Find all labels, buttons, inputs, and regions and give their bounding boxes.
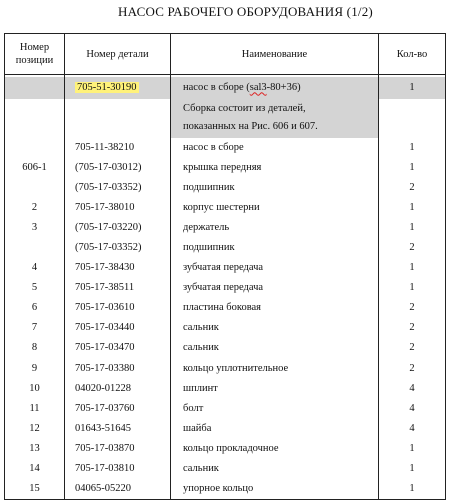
table-row bbox=[5, 238, 446, 258]
position-cell: 2 bbox=[5, 198, 65, 218]
name-cell: крышка передняя bbox=[171, 158, 379, 178]
qty-cell: 1 bbox=[379, 459, 446, 479]
assembly-name-suffix: -80+36) bbox=[266, 81, 301, 93]
position-cell bbox=[5, 238, 65, 258]
name-cell: подшипник bbox=[171, 178, 379, 198]
position-cell: 9 bbox=[5, 359, 65, 379]
table-row bbox=[5, 138, 446, 158]
table-row bbox=[5, 278, 446, 298]
part-number-cell: 705-11-38210 bbox=[65, 138, 171, 158]
part-number-cell: 705-17-38430 bbox=[65, 258, 171, 278]
qty-cell: 1 bbox=[379, 439, 446, 459]
table-row bbox=[5, 218, 446, 238]
table-row bbox=[5, 338, 446, 358]
name-cell: шайба bbox=[171, 419, 379, 439]
name-cell: шплинт bbox=[171, 379, 379, 399]
assembly-note-line-2: показанных на Рис. 606 и 607. bbox=[183, 121, 318, 132]
header-qty: Кол-во bbox=[379, 34, 446, 75]
position-cell: 5 bbox=[5, 278, 65, 298]
position-cell: 606-1 bbox=[5, 158, 65, 178]
assembly-qty: 1 bbox=[379, 77, 446, 99]
table-row bbox=[5, 419, 446, 439]
table-row bbox=[5, 379, 446, 399]
qty-cell: 1 bbox=[379, 218, 446, 238]
part-number-cell: (705-17-03352) bbox=[65, 178, 171, 198]
position-cell: 12 bbox=[5, 419, 65, 439]
qty-cell: 1 bbox=[379, 278, 446, 298]
part-number-cell: 705-17-03380 bbox=[65, 359, 171, 379]
part-number-cell: 705-17-03610 bbox=[65, 298, 171, 318]
part-number-cell: 705-17-38010 bbox=[65, 198, 171, 218]
table-row bbox=[5, 459, 446, 479]
table-row bbox=[5, 479, 446, 499]
position-cell: 3 bbox=[5, 218, 65, 238]
qty-cell: 1 bbox=[379, 198, 446, 218]
part-number-cell: 705-17-03440 bbox=[65, 318, 171, 338]
position-cell: 8 bbox=[5, 338, 65, 358]
qty-cell: 1 bbox=[379, 479, 446, 499]
part-number-cell: 705-17-38511 bbox=[65, 278, 171, 298]
position-cell: 14 bbox=[5, 459, 65, 479]
part-number-cell: 705-17-03470 bbox=[65, 338, 171, 358]
name-cell: упорное кольцо bbox=[171, 479, 379, 499]
position-cell: 13 bbox=[5, 439, 65, 459]
qty-cell: 2 bbox=[379, 359, 446, 379]
position-cell bbox=[5, 178, 65, 198]
part-number-cell: 705-17-03870 bbox=[65, 439, 171, 459]
qty-cell: 2 bbox=[379, 298, 446, 318]
qty-cell: 2 bbox=[379, 338, 446, 358]
name-cell: болт bbox=[171, 399, 379, 419]
name-cell: зубчатая передача bbox=[171, 278, 379, 298]
name-cell: держатель bbox=[171, 218, 379, 238]
name-cell: корпус шестерни bbox=[171, 198, 379, 218]
name-cell: кольцо прокладочное bbox=[171, 439, 379, 459]
table-row bbox=[5, 439, 446, 459]
assembly-position-cell bbox=[5, 77, 65, 99]
name-cell: сальник bbox=[171, 338, 379, 358]
document-title: НАСОС РАБОЧЕГО ОБОРУДОВАНИЯ (1/2) bbox=[118, 4, 373, 19]
part-number-cell: 705-17-03810 bbox=[65, 459, 171, 479]
position-cell: 11 bbox=[5, 399, 65, 419]
name-cell: сальник bbox=[171, 459, 379, 479]
position-cell: 4 bbox=[5, 258, 65, 278]
part-number-cell: (705-17-03220) bbox=[65, 218, 171, 238]
assembly-note-line-1: Сборка состоит из деталей, bbox=[183, 103, 306, 114]
position-cell: 15 bbox=[5, 479, 65, 499]
qty-cell: 2 bbox=[379, 318, 446, 338]
table-row bbox=[5, 359, 446, 379]
qty-cell: 2 bbox=[379, 238, 446, 258]
qty-cell: 4 bbox=[379, 399, 446, 419]
table-row bbox=[5, 399, 446, 419]
table-row bbox=[5, 198, 446, 218]
table-body bbox=[5, 75, 446, 500]
part-number-cell: (705-17-03012) bbox=[65, 158, 171, 178]
part-number-cell: 04020-01228 bbox=[65, 379, 171, 399]
table-row bbox=[5, 258, 446, 278]
assembly-name-prefix: насос в сборе ( bbox=[183, 81, 250, 93]
position-cell: 7 bbox=[5, 318, 65, 338]
part-number-cell: (705-17-03352) bbox=[65, 238, 171, 258]
table-row bbox=[5, 298, 446, 318]
name-cell: насос в сборе bbox=[171, 138, 379, 158]
part-number-cell: 705-17-03760 bbox=[65, 399, 171, 419]
header-position: Номер позиции bbox=[5, 34, 65, 75]
name-cell: зубчатая передача bbox=[171, 258, 379, 278]
qty-cell: 2 bbox=[379, 178, 446, 198]
name-cell: сальник bbox=[171, 318, 379, 338]
header-part-number: Номер детали bbox=[65, 34, 171, 75]
name-cell: кольцо уплотнительное bbox=[171, 359, 379, 379]
assembly-note bbox=[171, 99, 379, 138]
position-cell: 10 bbox=[5, 379, 65, 399]
header-name: Наименование bbox=[171, 34, 379, 75]
qty-cell: 1 bbox=[379, 138, 446, 158]
position-cell: 6 bbox=[5, 298, 65, 318]
table-row bbox=[5, 178, 446, 198]
table-header bbox=[5, 34, 446, 75]
assembly-part-cell bbox=[65, 77, 171, 99]
assembly-note-row bbox=[5, 99, 446, 138]
table-row bbox=[5, 318, 446, 338]
assembly-part-number: 705-51-30190 bbox=[77, 81, 137, 93]
assembly-name-cell bbox=[171, 77, 379, 99]
name-cell: подшипник bbox=[171, 238, 379, 258]
part-number-cell: 01643-51645 bbox=[65, 419, 171, 439]
qty-cell: 1 bbox=[379, 158, 446, 178]
qty-cell: 4 bbox=[379, 419, 446, 439]
parts-table bbox=[4, 33, 446, 500]
name-cell: пластина боковая bbox=[171, 298, 379, 318]
qty-cell: 1 bbox=[379, 258, 446, 278]
assembly-row bbox=[5, 77, 446, 99]
table-row bbox=[5, 158, 446, 178]
part-number-cell: 04065-05220 bbox=[65, 479, 171, 499]
qty-cell: 4 bbox=[379, 379, 446, 399]
assembly-name-spellcheck-mark: sal3 bbox=[249, 81, 267, 93]
position-cell bbox=[5, 138, 65, 158]
